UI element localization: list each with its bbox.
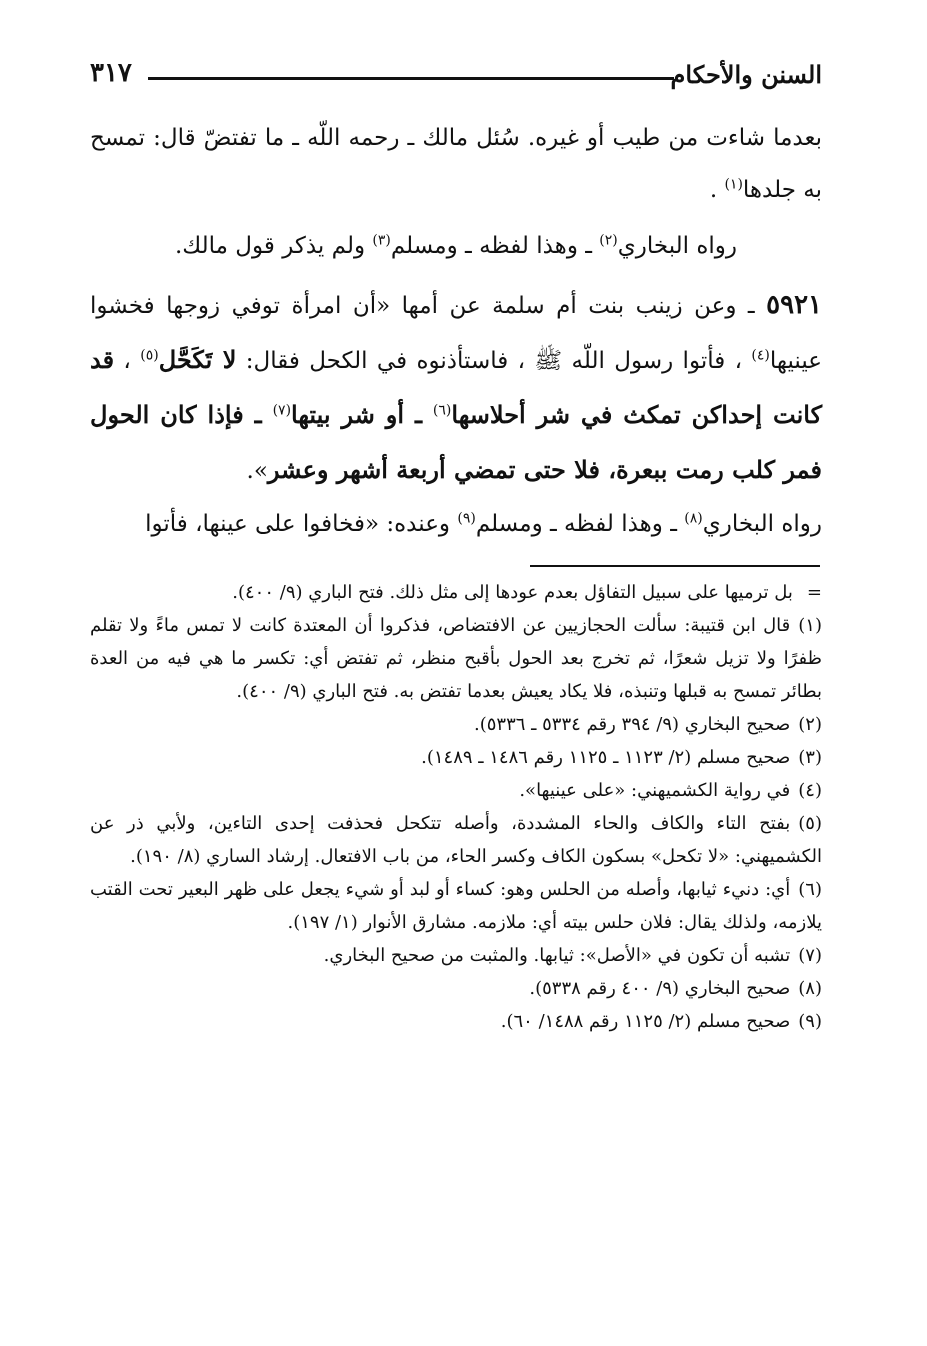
page-number: ٣١٧ — [90, 58, 132, 88]
footnote-number: (٤) — [798, 780, 822, 801]
footnote-number: (٢) — [798, 714, 822, 735]
footnote-ref[interactable]: (٤) — [751, 347, 770, 364]
header-rule — [148, 77, 674, 80]
footnote-ref[interactable]: (١) — [724, 176, 743, 193]
hadith-paragraph: ٥٩٢١ ـ وعن زينب بنت أم سلمة عن أمها «أن امرأة توفي زوجها فخشوا عينيها$^{(٤)}$ ، فأتوا رسول اللّه ﷺ ، فاستأذنوه في الكحل فقال: لا تَكَحَّل$^{(٥)}$ ، قد كانت إحداكن تمكث في شر أحلاسها$^{(٦)}$ ـ أو شر بيتها$^{(٧)}$ ـ فإذا كان الحول فمر كلب رمت ببعرة، فلا حتى تمضي أربعة أشهر وعشر». — [90, 290, 822, 484]
footnote-ref[interactable]: (٣) — [372, 232, 391, 249]
footnote-ref[interactable]: (٥) — [140, 347, 159, 364]
footnote-ref[interactable]: (٢) — [599, 232, 618, 249]
footnote-continuation: =بل ترميها على سبيل التفاؤل بعدم عودها إلى مثل ذلك. فتح الباري (٩/ ٤٠٠). — [232, 582, 822, 603]
footnote: (٦)أي: دنيء ثيابها، وأصله من الحلس وهو: كساء أو لبد أو شيء يجعل على ظهر البعير تحت القتب يلازمه، ولذلك يقال: فلان حلس بيته أي: ملازمه. مشارق الأنوار (١/ ١٩٧). — [90, 873, 822, 939]
footnote: (٤)في رواية الكشميهني: «على عينيها». — [90, 774, 822, 807]
prophetic-text: قد كانت إحداكن تمكث في شر أحلاسها — [90, 345, 822, 429]
footnote-number: (٨) — [798, 978, 822, 999]
prophetic-text: لا تَكَحَّل — [158, 345, 237, 374]
footnote-ref[interactable]: (٧) — [272, 402, 292, 419]
footnote-number: (٧) — [798, 945, 822, 966]
page-header — [90, 58, 822, 98]
paragraph-continuation: بعدما شاءت من طيب أو غيره. سُئل مالك ـ رحمه اللّه ـ ما تفتضّ قال: تمسح به جلدها$^{(١)}$ . — [90, 125, 822, 203]
footnote-ref[interactable]: (٩) — [457, 510, 476, 527]
footnote: (١)قال ابن قتيبة: سألت الحجازيين عن الافتضاص، فذكروا أن المعتدة كانت لا تمس ماءً ولا تقلم ظفرًا ولا تزيل شعرًا، ثم تخرج بعد الحول بأقبح منظر، ثم تفتض أي: تكسر ما هي فيه من العدة بطائر تمسح به قبلها وتنبذه، فلا يكاد يعيش بعدما تفتض به. فتح الباري (٩/ ٤٠٠). — [90, 609, 822, 708]
footnote: (٧)تشبه أن تكون في «الأصل»: ثيابها. والمثبت من صحيح البخاري. — [90, 939, 822, 972]
prophetic-text: ـ فإذا كان الحول فمر كلب رمت ببعرة، فلا حتى تمضي أربعة أشهر وعشر — [90, 400, 822, 484]
footnote-number: (٣) — [798, 747, 822, 768]
footnote: (٣)صحيح مسلم (٢/ ١١٢٣ ـ ١١٢٥ رقم ١٤٨٦ ـ ١٤٨٩). — [90, 741, 822, 774]
hadith-number: ٥٩٢١ — [766, 290, 822, 320]
footnote-number: (٦) — [798, 879, 822, 900]
prophetic-text: ـ أو شر بيتها — [291, 400, 433, 429]
footnote-ref[interactable]: (٨) — [684, 510, 703, 527]
main-text — [90, 112, 822, 550]
source-line: رواه البخاري$^{(٢)}$ ـ وهذا لفظه ـ ومسلم$^{(٣)}$ ولم يذكر قول مالك. — [174, 232, 738, 259]
footnote-number: (٥) — [798, 813, 822, 834]
source-line: رواه البخاري$^{(٨)}$ ـ وهذا لفظه ـ ومسلم$^{(٩)}$ وعنده: «فخافوا على عينها، فأتوا — [145, 510, 822, 537]
footnote-ref[interactable]: (٦) — [432, 402, 452, 419]
footnote: (٩)صحيح مسلم (٢/ ١١٢٥ رقم ١٤٨٨/ ٦٠). — [90, 1005, 822, 1038]
footnote-number: (١) — [798, 615, 822, 636]
footnote: (٢)صحيح البخاري (٩/ ٣٩٤ رقم ٥٣٣٤ ـ ٥٣٣٦). — [90, 708, 822, 741]
footnotes — [90, 576, 822, 1038]
footnote: (٥)بفتح التاء والكاف والحاء المشددة، وأصله تتكحل فحذفت إحدى التاءين، ولأبي ذر عن الكشميهني: «لا تكحل» بسكون الكاف وكسر الحاء، من باب الافتعال. إرشاد الساري (٨/ ١٩٠). — [90, 807, 822, 873]
footnote: (٨)صحيح البخاري (٩/ ٤٠٠ رقم ٥٣٣٨). — [90, 972, 822, 1005]
footnote-number: (٩) — [798, 1011, 822, 1032]
footnote-separator — [530, 565, 820, 567]
running-title: السنن والأحكام — [670, 60, 822, 89]
